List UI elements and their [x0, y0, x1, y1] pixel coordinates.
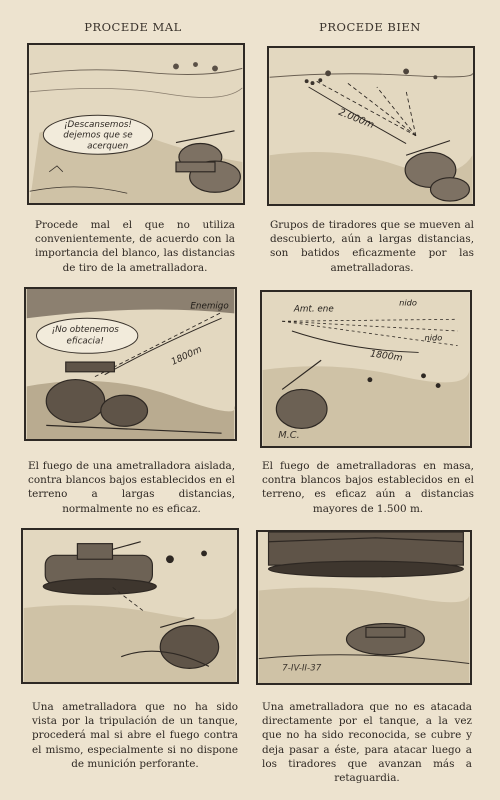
caption-text: Procede mal el que no utiliza convenientemente, de acuerdo con la importancia del blanco, las distancias de tiro de la ametralladora. — [35, 219, 235, 274]
panel-2-drawing — [269, 48, 473, 204]
illustration-panel-2 — [267, 46, 475, 206]
caption-text: Una ametralladora que no es atacada directamente por el tanque, a la vez que no ha sido reconocida, se cubre y deja pasar a éste, para atacar luego a los tiradores que avanzan más a retaguardia. — [262, 701, 472, 785]
distance-label: 1800m — [369, 348, 404, 364]
balloon-line-1: ¡No obtenemos — [51, 324, 119, 335]
label-enemigo: Enemigo — [190, 301, 229, 312]
illustration-panel-6 — [256, 530, 472, 685]
label-nido-2: nido — [424, 332, 443, 343]
header-procede-bien: PROCEDE BIEN — [319, 20, 421, 34]
artist-signature: M.C. — [278, 430, 300, 442]
label-nido-1: nido — [399, 297, 417, 308]
caption-panel-3 — [28, 459, 235, 516]
illustration-panel-1 — [27, 43, 245, 205]
balloon-line-1: ¡Descansemos! — [64, 119, 132, 130]
distance-label: 1800m — [169, 343, 204, 368]
caption-panel-6 — [262, 700, 472, 785]
illustration-panel-3 — [24, 287, 237, 441]
caption-text: Grupos de tiradores que se mueven al descubierto, aún a largas distancias, son batidos eficazmente por las ametralladoras. — [270, 219, 474, 274]
caption-panel-4 — [262, 459, 474, 516]
artist-signature: 7-IV-II-37 — [282, 663, 322, 674]
header-procede-mal: PROCEDE MAL — [84, 20, 182, 34]
balloon-line-2: eficacia! — [66, 336, 104, 347]
balloon-line-3: acerquen — [87, 141, 129, 152]
label-amt-ene: Amt. ene — [293, 304, 334, 315]
caption-text: Una ametralladora que no ha sido vista por la tripulación de un tanque, procederá mal si abre el fuego contra el mismo, especialmente si no dispone de munición perforante. — [32, 701, 238, 770]
panel-1-drawing — [29, 45, 243, 203]
caption-text: El fuego de una ametralladora aislada, contra blancos bajos establecidos en el terreno a largas distancias, normalmente no es eficaz. — [28, 460, 235, 515]
panel-4-drawing — [262, 292, 470, 446]
caption-text: El fuego de ametralladoras en masa, contra blancos bajos establecidos en el terreno, es eficaz aún a distancias mayores de 1.500 m. — [262, 460, 474, 515]
caption-panel-1 — [35, 218, 235, 275]
caption-panel-5 — [32, 700, 238, 771]
panel-5-drawing — [23, 530, 237, 682]
panel-6-drawing — [258, 532, 470, 683]
distance-label: 2.000m — [336, 106, 376, 132]
panel-3-drawing — [26, 289, 235, 439]
caption-panel-2 — [270, 218, 474, 275]
balloon-line-2: dejemos que se — [63, 130, 133, 141]
illustration-panel-4 — [260, 290, 472, 448]
illustration-panel-5 — [21, 528, 239, 684]
